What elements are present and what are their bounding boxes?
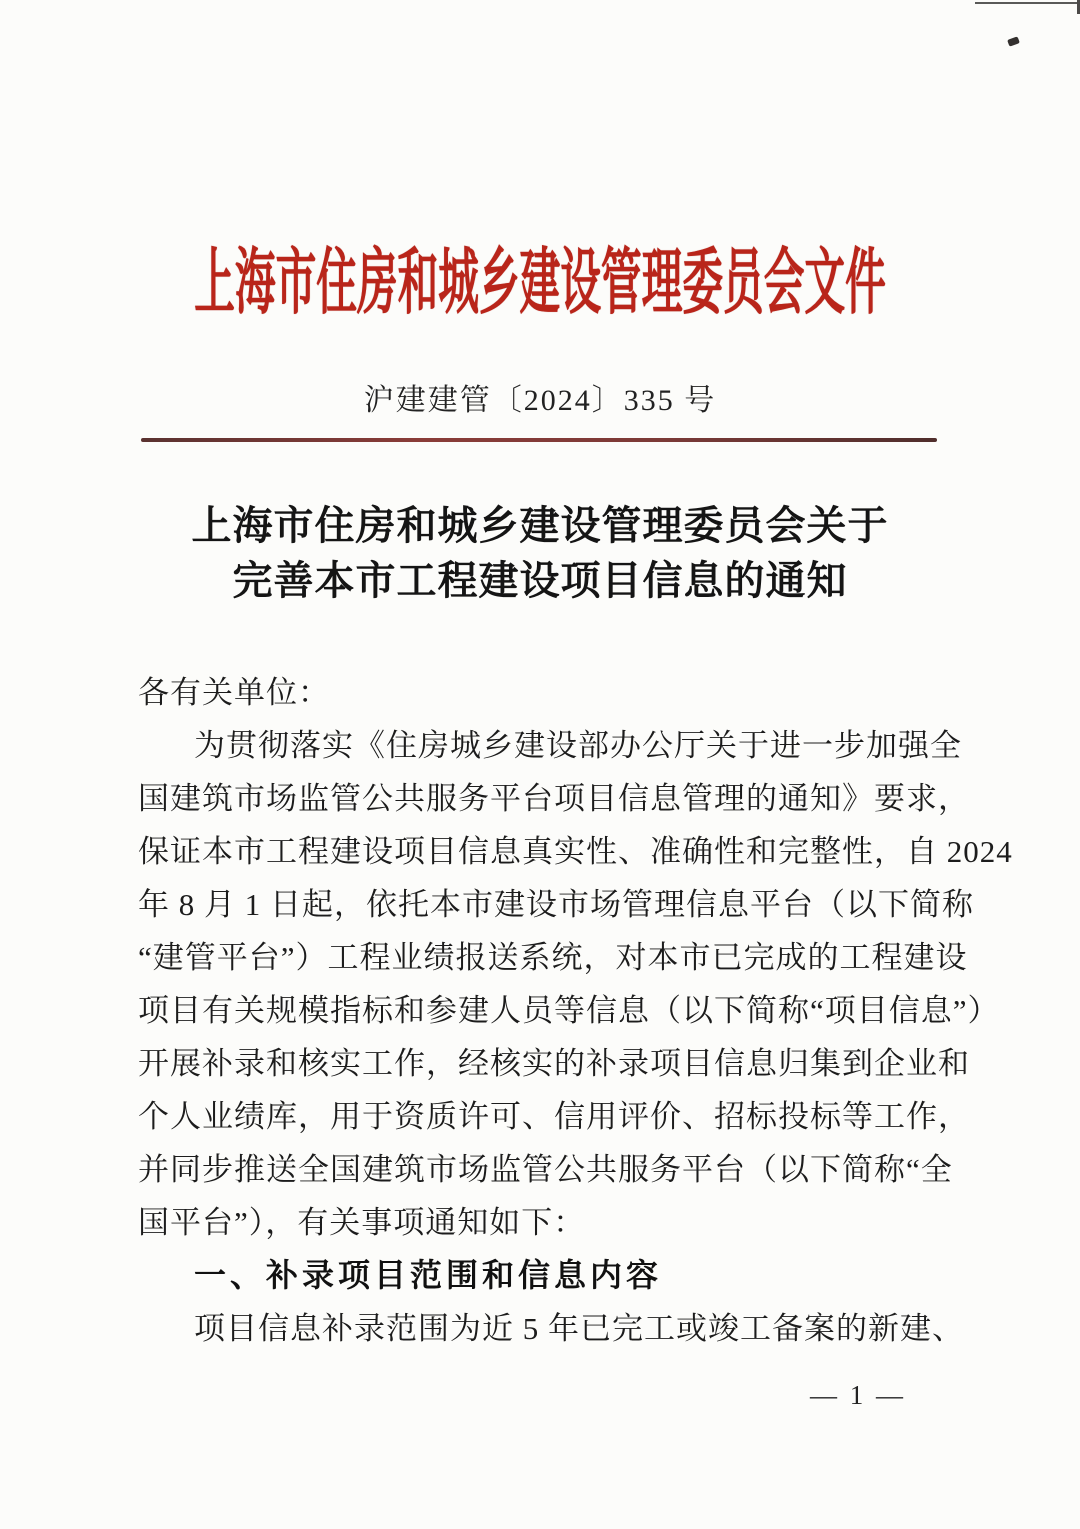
body-line: “建管平台”）工程业绩报送系统，对本市已完成的工程建设 bbox=[138, 940, 968, 975]
salutation: 各有关单位： bbox=[138, 675, 330, 710]
document-title-line1: 上海市住房和城乡建设管理委员会关于 bbox=[191, 503, 889, 548]
document-body bbox=[138, 666, 1013, 1355]
body-line: 开展补录和核实工作，经核实的补录项目信息归集到企业和 bbox=[138, 1046, 970, 1081]
page-number: — 1 — bbox=[810, 1380, 906, 1410]
body-line: 个人业绩库，用于资质许可、信用评价、招标投标等工作， bbox=[138, 1099, 970, 1134]
body-line: 并同步推送全国建筑市场监管公共服务平台（以下简称“全 bbox=[138, 1152, 953, 1187]
body-line: 国平台”），有关事项通知如下： bbox=[138, 1205, 586, 1240]
body-last-line: 项目信息补录范围为近 5 年已完工或竣工备案的新建、 bbox=[194, 1311, 964, 1346]
document-title bbox=[0, 498, 1080, 608]
body-line: 年 8 月 1 日起，依托本市建设市场管理信息平台（以下简称 bbox=[138, 887, 974, 922]
letterhead bbox=[0, 240, 1080, 326]
body-line: 国建筑市场监管公共服务平台项目信息管理的通知》要求， bbox=[138, 781, 970, 816]
scan-edge-line-top bbox=[975, 2, 1080, 4]
doc-number: 沪建建管〔2024〕335 号 bbox=[363, 384, 717, 417]
body-line: 保证本市工程建设项目信息真实性、准确性和完整性，自 2024 bbox=[138, 834, 1013, 869]
document-title-line2: 完善本市工程建设项目信息的通知 bbox=[232, 558, 848, 603]
body-line: 项目有关规模指标和参建人员等信息（以下简称“项目信息”） bbox=[138, 993, 1000, 1028]
body-line: 为贯彻落实《住房城乡建设部办公厅关于进一步加强全 bbox=[194, 728, 962, 763]
red-separator-line bbox=[141, 438, 937, 442]
letterhead-title: 上海市住房和城乡建设管理委员会文件 bbox=[194, 243, 886, 323]
scan-speck bbox=[1007, 36, 1020, 46]
section-heading: 一、补录项目范围和信息内容 bbox=[194, 1257, 663, 1293]
